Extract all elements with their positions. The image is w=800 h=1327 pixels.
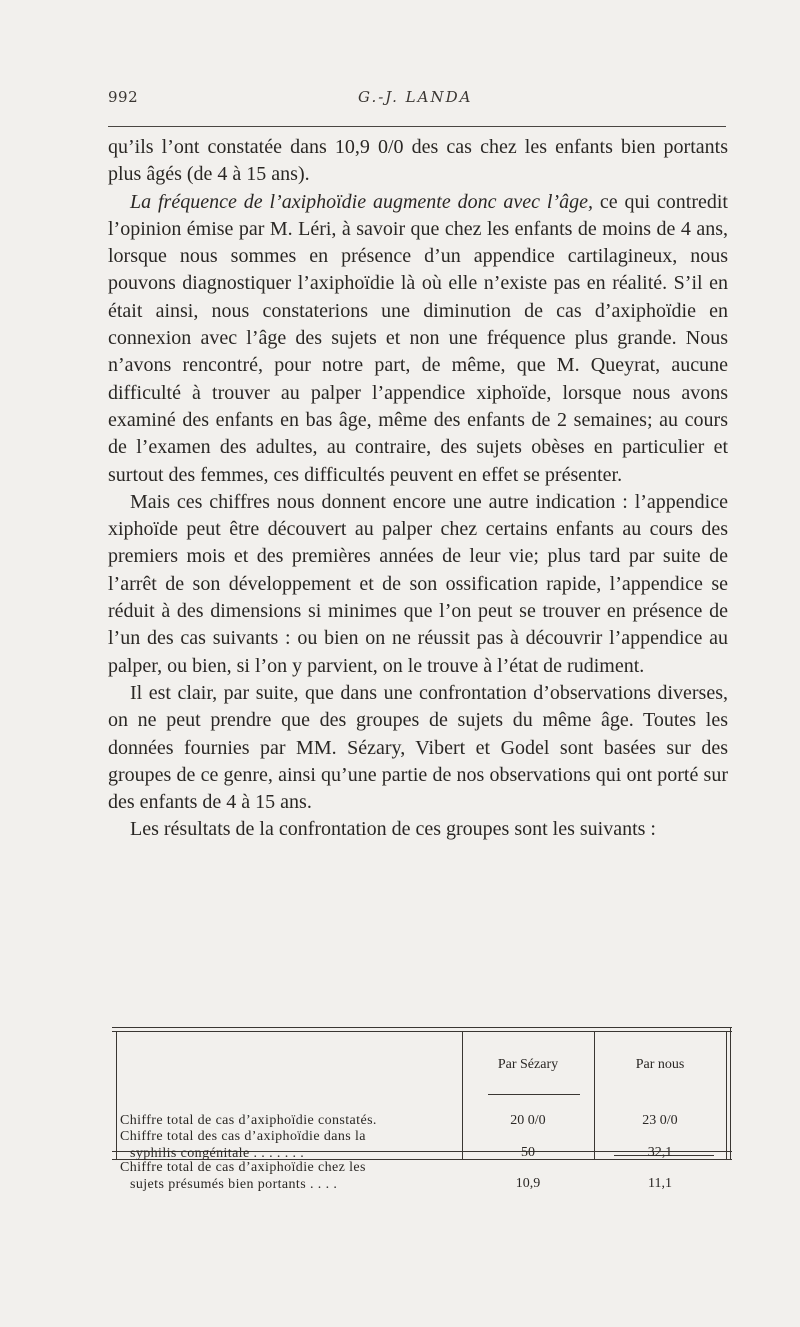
table-row-label xyxy=(120,1113,456,1130)
running-title: G.-J. LANDA xyxy=(358,88,473,106)
table-top-rule-inner xyxy=(112,1031,732,1032)
header-par-nous: Par nous xyxy=(635,1057,685,1072)
paragraph-2-text: ce qui contredit l’opinion émise par M. Léri, à savoir que chez les enfants de moins de 4 ans, lorsque nous sommes en présence d’un appendice cartilagineux, nous pouvons diagnostiquer l’axiphoïdie là où elle n’existe pas en réalité. S’il en était ainsi, nous constaterions une diminution de cas d’axiphoïdie en connexion avec l’âge des sujets et non une fréquence plus grande. Nous n’avons rencontré, pour notre part, de même, que M. Queyrat, aucune difficulté à trouver au palper l’appendice xiphoïde, lorsque nous avons examiné des enfants en bas âge, même des enfants de 2 semaines; au cours de l’examen des adultes, au contraire, des sujets obèses en particulier et surtout des femmes, ces difficultés peuvent en effet se présenter. xyxy=(108,190,728,486)
header-underline-sezary xyxy=(488,1094,580,1095)
row-1-nous-value: 23 0/0 xyxy=(642,1113,678,1128)
paragraph-2-emphasis: La fréquence de l’axiphoïdie augmente donc avec l’âge, xyxy=(130,190,593,213)
row-2-sezary-value: 50 xyxy=(521,1145,535,1160)
table-right-border-outer xyxy=(730,1027,731,1159)
row-3-sezary-value: 10,9 xyxy=(515,1176,541,1191)
table-top-rule xyxy=(112,1027,732,1028)
row-2-nous-value: 32,1 xyxy=(647,1145,673,1160)
paragraph-2 xyxy=(108,189,728,489)
row-3-label-line-1: Chiffre total de cas d’axiphoïdie chez les xyxy=(120,1160,366,1175)
page-number: 992 xyxy=(108,88,139,106)
column-divider-1 xyxy=(462,1031,463,1159)
row-3-nous-value: 11,1 xyxy=(648,1176,672,1191)
row-3-label-line-2: sujets présumés bien portants . . . . xyxy=(130,1176,338,1192)
table-row-label xyxy=(120,1129,456,1162)
header-rule xyxy=(108,126,726,127)
paragraph-3: Mais ces chiffres nous donnent encore une autre indication : l’appendice xiphoïde peut être découvert au palper chez certains enfants au cours des premiers mois et des premières années de leur vie; plus tard par suite de l’arrêt de son développement et de son ossification rapide, l’appendice se réduit à des dimensions si minimes que l’on peut se trouver en présence de l’un des cas suivants : ou bien on ne réussit pas à découvrir l’appendice au palper, ou bien, si l’on y parvient, on le trouve à l’état de rudiment. xyxy=(108,490,728,677)
paragraph-4: Il est clair, par suite, que dans une confrontation d’observations diverses, on ne peut prendre que des groupes de sujets du même âge. Toutes les données fournies par MM. Sézary, Vibert et Godel sont basées sur des groupes de ce genre, ainsi qu’une partie de nos observations qui ont porté sur des enfants de 4 à 15 ans. xyxy=(108,681,728,814)
header-par-sezary: Par Sézary xyxy=(497,1057,559,1072)
row-1-sezary-value: 20 0/0 xyxy=(510,1113,546,1128)
paragraph-1: qu’ils l’ont constatée dans 10,9 0/0 des cas chez les enfants bien portants plus âgés (de 4 à 15 ans). xyxy=(108,136,728,186)
paragraph-5: Les résultats de la confrontation de ces groupes sont les suivants : xyxy=(130,818,656,841)
table-left-border xyxy=(116,1031,117,1159)
column-divider-2 xyxy=(594,1031,595,1159)
running-header xyxy=(108,88,728,114)
row-2-label-line-1: Chiffre total des cas d’axiphoïdie dans la xyxy=(120,1129,366,1144)
table-right-border xyxy=(726,1031,727,1159)
results-table xyxy=(112,1027,732,1162)
row-1-label-line-1: Chiffre total de cas d’axiphoïdie constatés. xyxy=(120,1113,377,1128)
row-2-label-line-2: syphilis congénitale . . . . . . . xyxy=(130,1145,305,1161)
table-row-label xyxy=(120,1160,456,1193)
body-text xyxy=(108,134,728,844)
